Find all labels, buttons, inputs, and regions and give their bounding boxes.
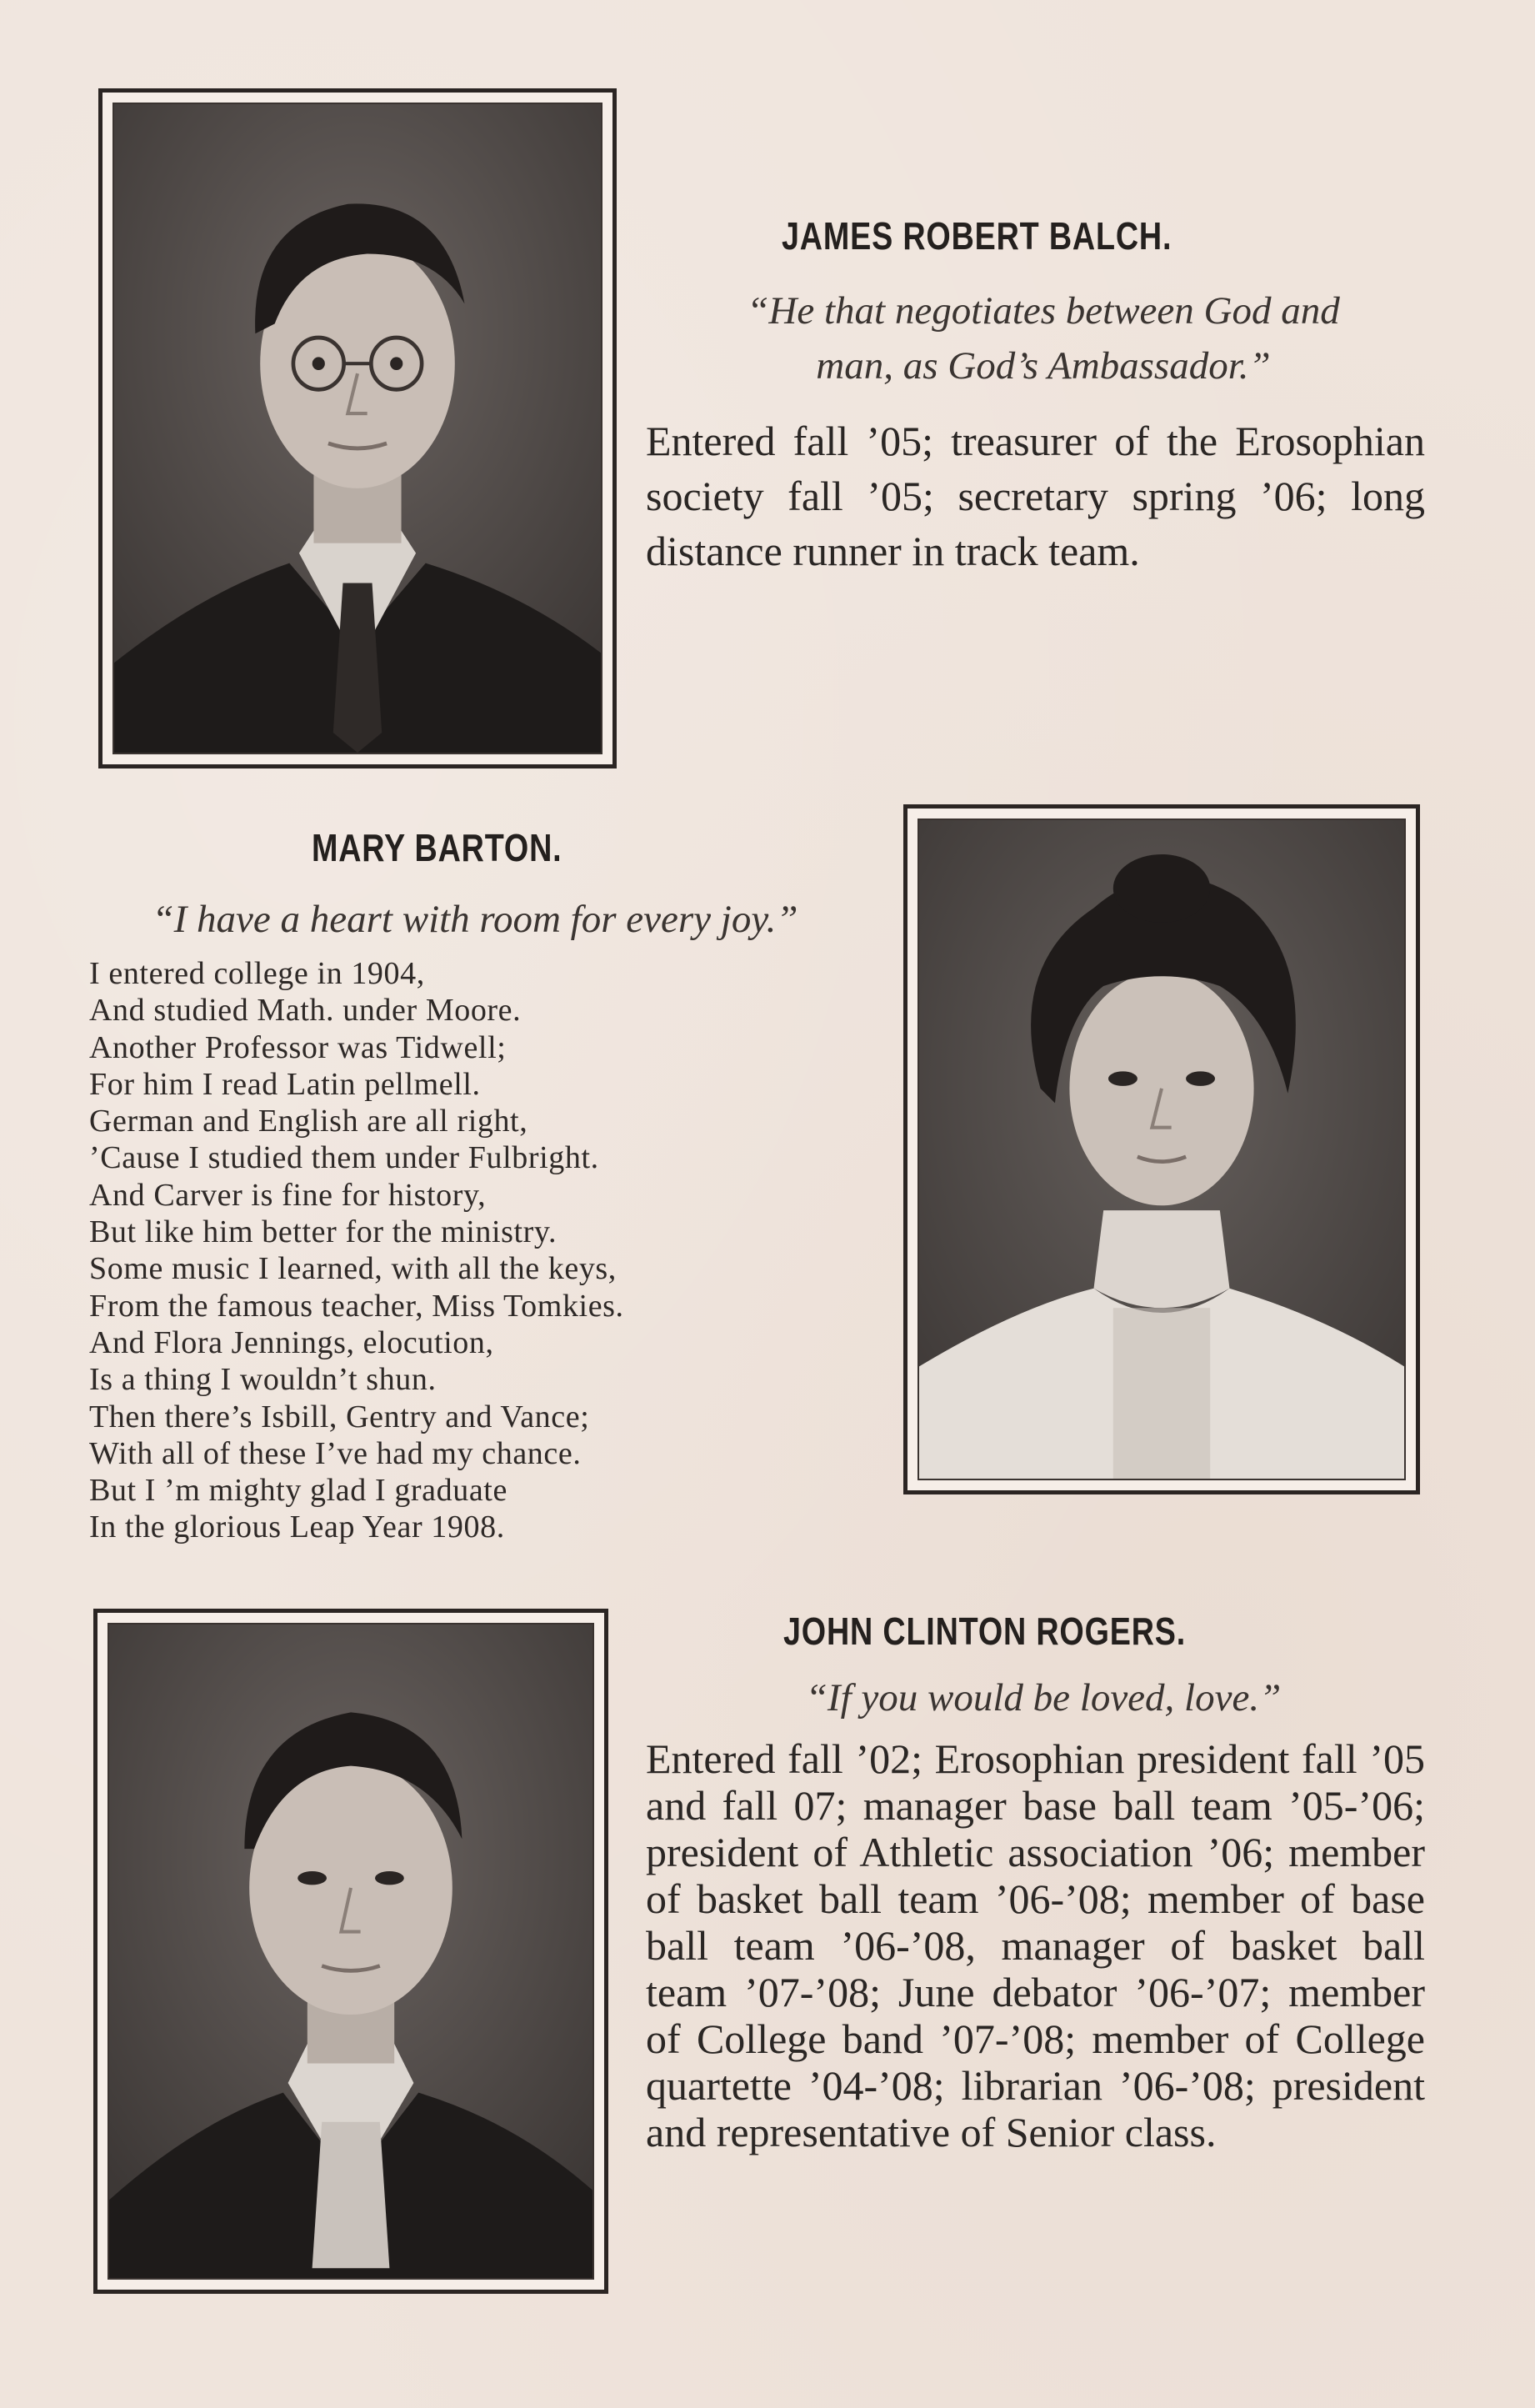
poem-line: But like him better for the ministry. — [89, 1214, 558, 1250]
quote-line-2: man, as God’s Ambassador.” — [816, 344, 1271, 388]
portrait-frame-barton — [903, 804, 1420, 1494]
poem-line: Then there’s Isbill, Gentry and Vance; — [89, 1399, 590, 1434]
entry-bio-rogers: Entered fall ’02; Erosophian president fall ’05 and fall 07; manager base ball team ’05-’06; president of Athletic association ’06; member of basket ball team ’06-’08; member of base ball team ’06-’08, manager of basket ball team ’07-’08; June debator ’06-’07; member of College band ’07-’08; member of College quartette ’04-’08; librarian ’06-’08; president and representative of Senior class. — [646, 1735, 1425, 2155]
entry-quote-rogers: “If you would be loved, love.” — [805, 1676, 1282, 1720]
poem-line: Some music I learned, with all the keys, — [89, 1251, 617, 1287]
poem-line: German and English are all right, — [89, 1104, 528, 1139]
poem-line: I entered college in 1904, — [89, 956, 425, 991]
poem-line: With all of these I’ve had my chance. — [89, 1435, 582, 1471]
poem-line: ’Cause I studied them under Fulbright. — [89, 1140, 599, 1176]
poem-line: Is a thing I wouldn’t shun. — [89, 1362, 437, 1398]
quote-line-1: “He that negotiates between God and — [747, 289, 1340, 333]
poem-line: And studied Math. under Moore. — [89, 993, 522, 1029]
entry-name-barton: MARY BARTON. — [312, 826, 562, 869]
poem-line: For him I read Latin pellmell. — [89, 1066, 481, 1102]
portrait-photo-rogers — [108, 1623, 594, 2280]
portrait-frame-balch — [98, 88, 617, 768]
entry-quote-balch — [643, 283, 1443, 393]
entry-poem-barton — [89, 955, 889, 1546]
portrait-photo-barton — [918, 819, 1406, 1480]
portrait-photo-balch — [112, 103, 602, 754]
entry-bio-balch: Entered fall ’05; treasurer of the Erosophian society fall ’05; secretary spring ’06; long distance runner in track team. — [646, 418, 1425, 574]
poem-line: And Carver is fine for history, — [89, 1177, 487, 1213]
entry-name-balch: JAMES ROBERT BALCH. — [782, 214, 1172, 258]
poem-line: In the glorious Leap Year 1908. — [89, 1509, 505, 1545]
entry-name-rogers: JOHN CLINTON ROGERS. — [783, 1610, 1187, 1653]
portrait-frame-rogers — [93, 1609, 608, 2294]
entry-quote-barton: “I have a heart with room for every joy.” — [152, 898, 798, 941]
poem-line: But I ’m mighty glad I graduate — [89, 1473, 508, 1509]
poem-line: Another Professor was Tidwell; — [89, 1029, 507, 1065]
poem-line: And Flora Jennings, elocution, — [89, 1324, 494, 1360]
poem-line: From the famous teacher, Miss Tomkies. — [89, 1288, 624, 1324]
